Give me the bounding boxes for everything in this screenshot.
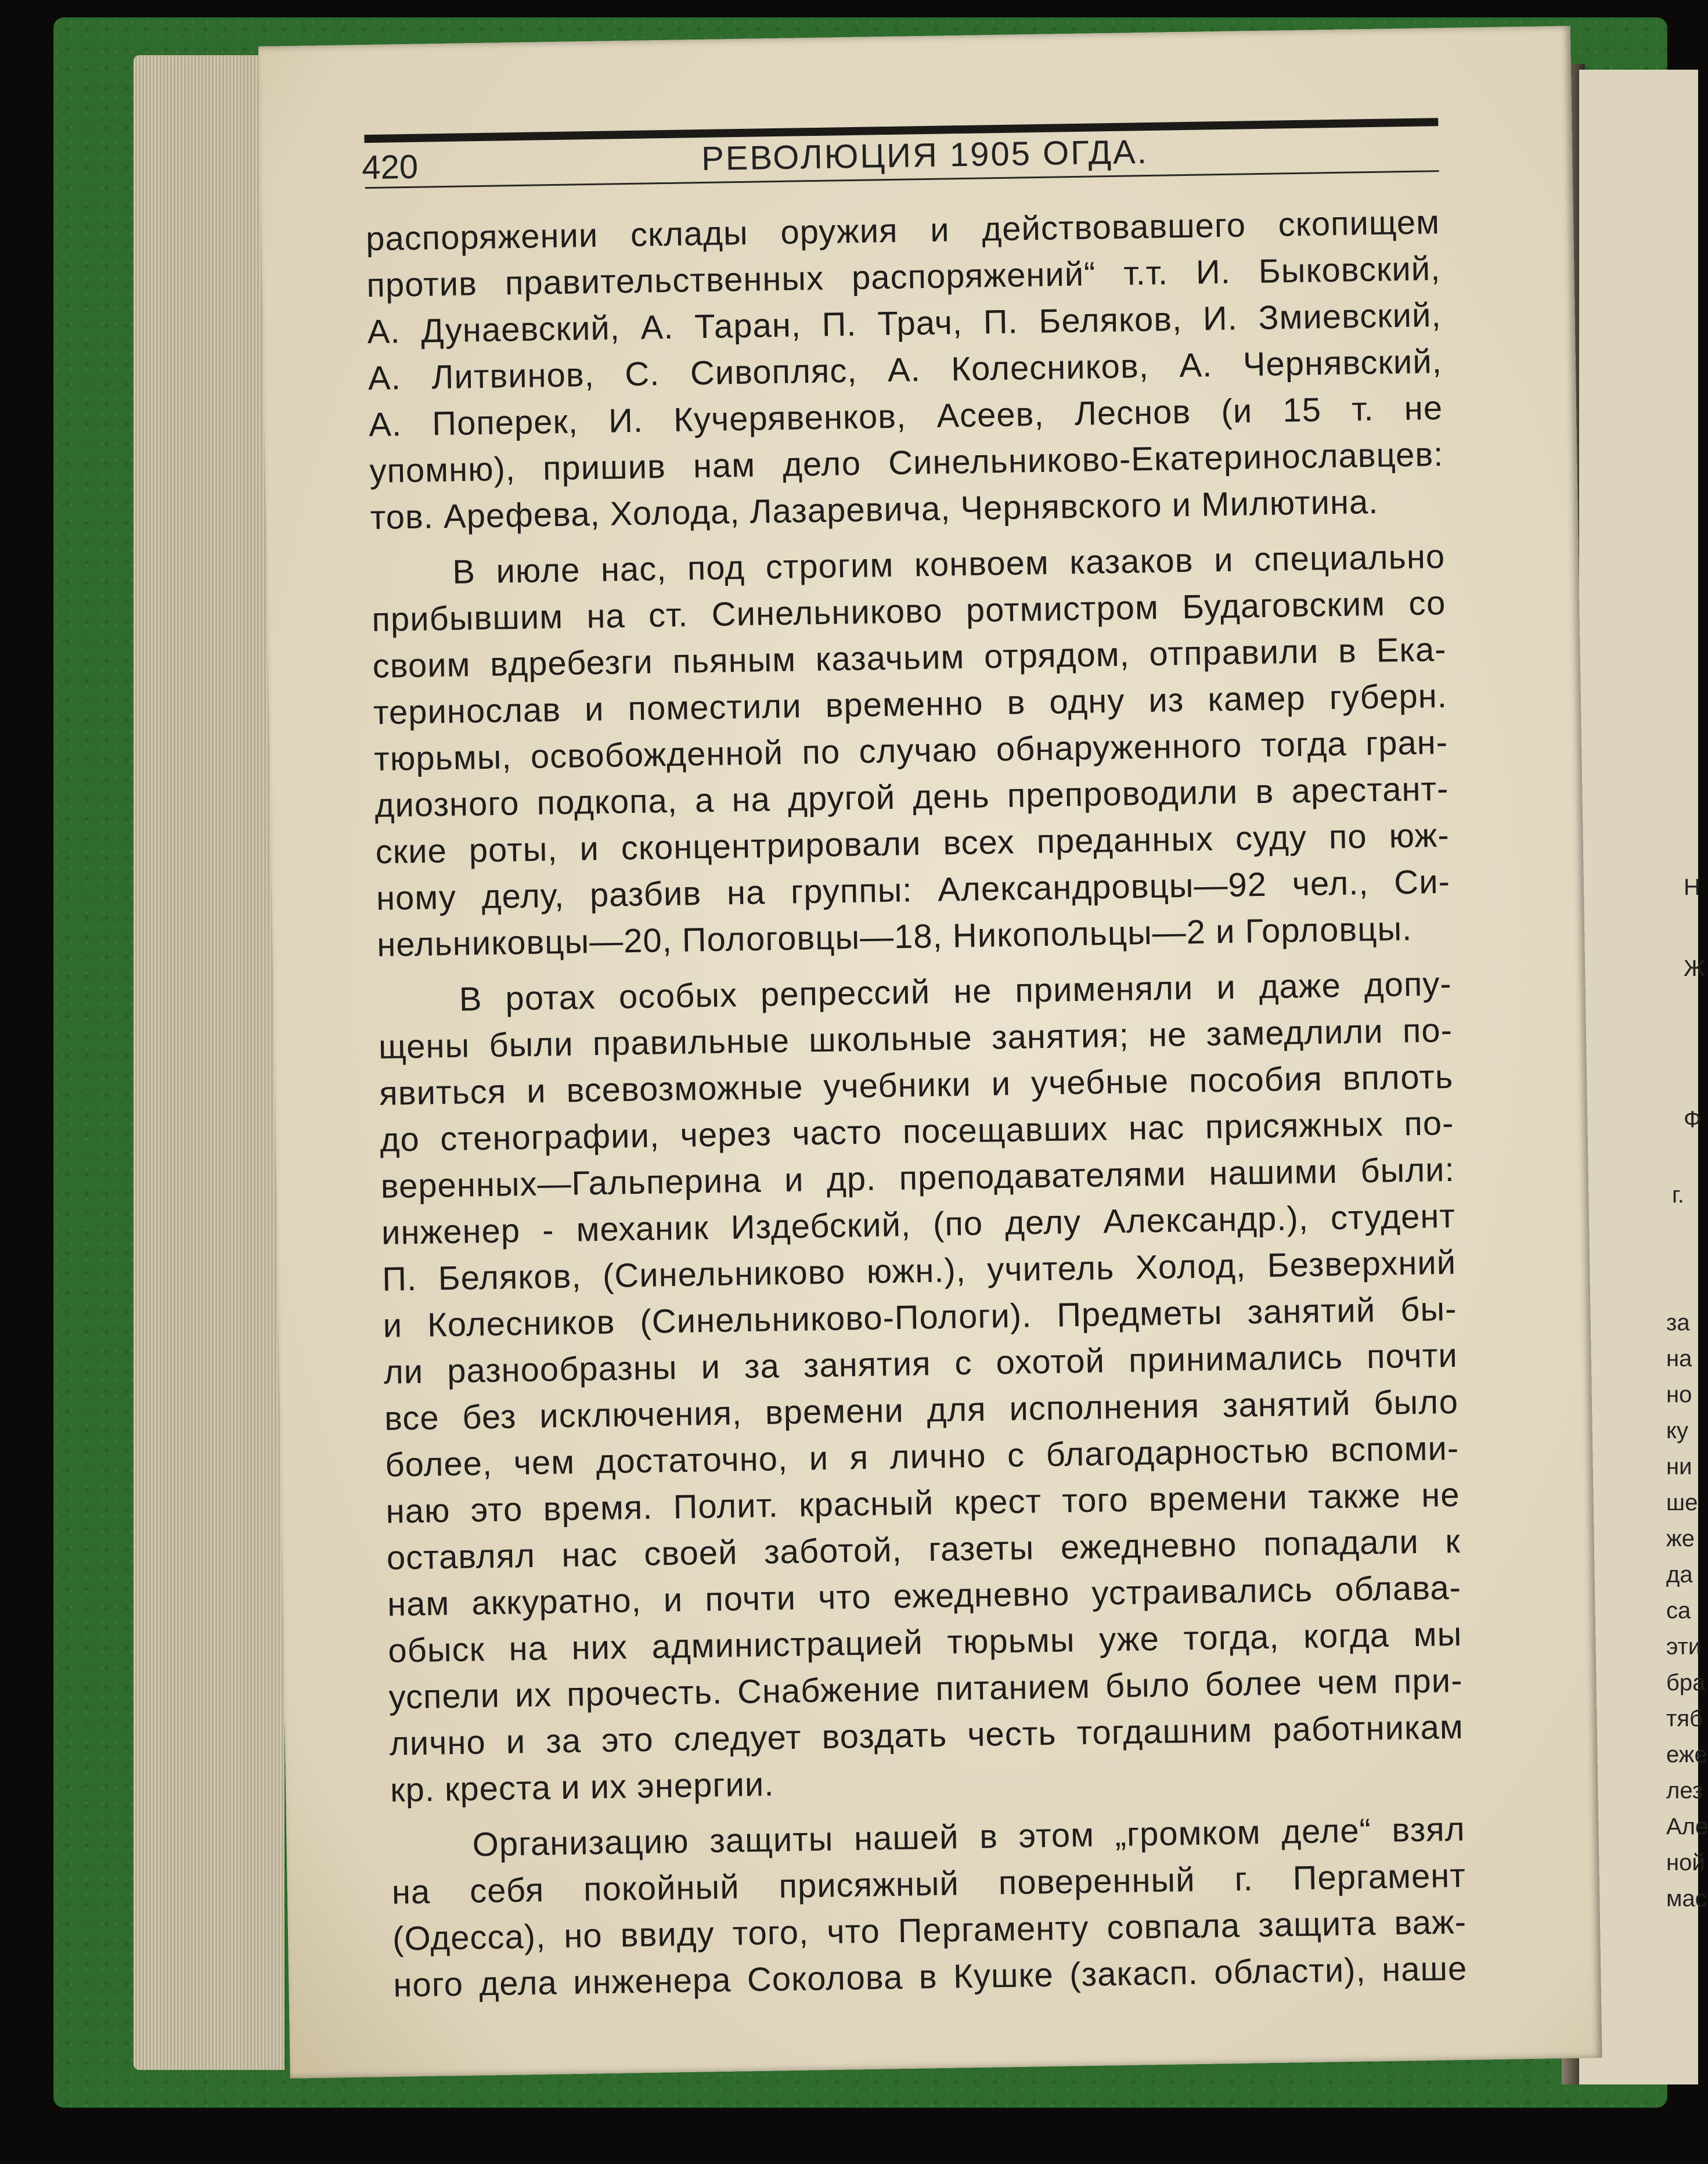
paragraph — [366, 199, 1445, 541]
facing-page-fragment: бра — [1666, 1670, 1706, 1695]
facing-page-fragment: ше — [1666, 1490, 1698, 1515]
text-line: нельниковцы—20, Пологовцы—18, Никопольцы—2 и Горловцы. — [376, 909, 1412, 964]
facing-page-fragment: ку — [1666, 1418, 1688, 1443]
facing-page-fragment: ной — [1666, 1850, 1705, 1875]
paragraph — [377, 961, 1464, 1814]
text-line: на себя покойный присяжный поверенный г. Пергамент — [391, 1856, 1466, 1911]
text-line: успели их прочесть. Снабжение питанием было более чем при- — [388, 1661, 1463, 1716]
text-line: ли разнообразны и за занятия с охотой принимались почти — [383, 1336, 1458, 1391]
facing-page-fragment: за — [1666, 1310, 1690, 1335]
page-number: 420 — [361, 147, 419, 187]
facing-page-fragment: ни — [1666, 1454, 1692, 1479]
facing-page-fragment: на — [1666, 1346, 1692, 1371]
facing-page-fragment: Але — [1666, 1814, 1708, 1839]
facing-page-fragment: но — [1666, 1382, 1692, 1407]
text-line: (Одесса), но ввиду того, что Пергаменту совпала защита важ- — [392, 1903, 1467, 1958]
facing-page-fragment: Ж — [1684, 956, 1705, 981]
text-line: прибывшим на ст. Синельниково ротмистром Будаговским со — [372, 584, 1446, 639]
text-line: ного дела инженера Соколова в Кушке (закасп. области), наше — [392, 1949, 1468, 2004]
facing-page-fragment: мас — [1666, 1886, 1707, 1911]
facing-page-fragment: са — [1666, 1598, 1691, 1623]
text-line: тюрьмы, освобожденной по случаю обнаруженного тогда гран- — [373, 723, 1448, 779]
text-line: все без исключения, времени для исполнения занятий было — [384, 1382, 1459, 1438]
text-line: тов. Арефева, Холода, Лазаревича, Чернявского и Милютина. — [370, 483, 1379, 537]
text-line: до стенографии, через часто посещавших нас присяжных по- — [380, 1104, 1454, 1159]
text-line: ному делу, разбив на группы: Александровцы—92 чел., Си- — [376, 862, 1451, 917]
text-line: инженер - механик Издебский, (по делу Александр.), студент — [381, 1197, 1456, 1252]
text-line: П. Беляков, (Синельниково южн.), учитель Холод, Безверхний — [381, 1243, 1457, 1298]
text-line: наю это время. Полит. красный крест того времени также не — [385, 1475, 1460, 1531]
facing-page-fragment: г. — [1672, 1182, 1684, 1208]
facing-page-fragment: да — [1666, 1562, 1693, 1587]
page-edges — [134, 55, 284, 2070]
text-line: А. Поперек, И. Кучерявенков, Асеев, Леснов (и 15 т. не — [368, 389, 1443, 444]
facing-page-fragment: Ф — [1684, 1107, 1702, 1132]
text-line: В июле нас, под строгим конвоем казаков и специально — [452, 538, 1446, 591]
body-text — [366, 199, 1468, 2009]
book-page — [258, 26, 1602, 2079]
text-line: диозного подкопа, а на другой день препроводили в арестант- — [374, 769, 1449, 825]
text-line: упомню), пришив нам дело Синельниково-Екатеринославцев: — [369, 435, 1444, 491]
facing-page-fragment: лез — [1666, 1778, 1703, 1803]
text-line: нам аккуратно, и почти что ежедневно устраивались облава- — [387, 1568, 1462, 1623]
text-line: явиться и всевозможные учебники и учебные пособия вплоть — [379, 1057, 1454, 1112]
text-line: оставлял нас своей заботой, газеты ежедневно попадали к — [386, 1522, 1461, 1577]
facing-page-fragment: же — [1666, 1526, 1695, 1551]
paragraph — [371, 534, 1451, 968]
text-line: А. Дунаевский, А. Таран, П. Трач, П. Беляков, И. Змиевский, — [367, 296, 1442, 351]
text-line: ские роты, и сконцентрировали всех преданных суду по юж- — [375, 816, 1450, 871]
text-line: против правительственных распоряжений“ т.т. И. Быковский, — [366, 250, 1441, 305]
text-line: лично и за это следует воздать честь тогдашним работникам — [389, 1708, 1464, 1763]
facing-page-fragment: еже — [1666, 1742, 1707, 1767]
text-line: Организацию защиты нашей в этом „громком деле“ взял — [472, 1810, 1465, 1864]
text-line: и Колесников (Синельниково-Пологи). Предметы занятий бы- — [383, 1290, 1457, 1345]
text-line: более, чем достаточно, и я лично с благодарностью вспоми- — [384, 1429, 1460, 1484]
text-line: распоряжении склады оружия и действовавшего скопищем — [365, 203, 1440, 258]
paragraph — [391, 1806, 1468, 2009]
facing-page-fragment: Н — [1684, 874, 1700, 900]
facing-page-fragment: тяб — [1666, 1706, 1703, 1731]
running-head: РЕВОЛЮЦИЯ 1905 ОГДА. — [701, 132, 1149, 178]
text-line: теринослав и поместили временно в одну из камер губерн. — [373, 676, 1448, 732]
text-line: А. Литвинов, С. Сивопляс, А. Колесников, А. Чернявский, — [367, 343, 1443, 398]
text-line: В ротах особых репрессий не применяли и даже допу- — [459, 964, 1453, 1018]
facing-page-fragment: эти — [1666, 1634, 1702, 1659]
text-line: обыск на них администрацией тюрьмы уже тогда, когда мы — [387, 1615, 1462, 1670]
text-line: веренных—Гальперина и др. преподавателями нашими были: — [380, 1150, 1455, 1205]
text-line: своим вдребезги пьяным казачьим отрядом, отправили в Ека- — [372, 630, 1447, 686]
text-line: кр. креста и их энергии. — [390, 1765, 774, 1809]
text-line: щены были правильные школьные занятия; не замедлили по- — [378, 1011, 1453, 1066]
